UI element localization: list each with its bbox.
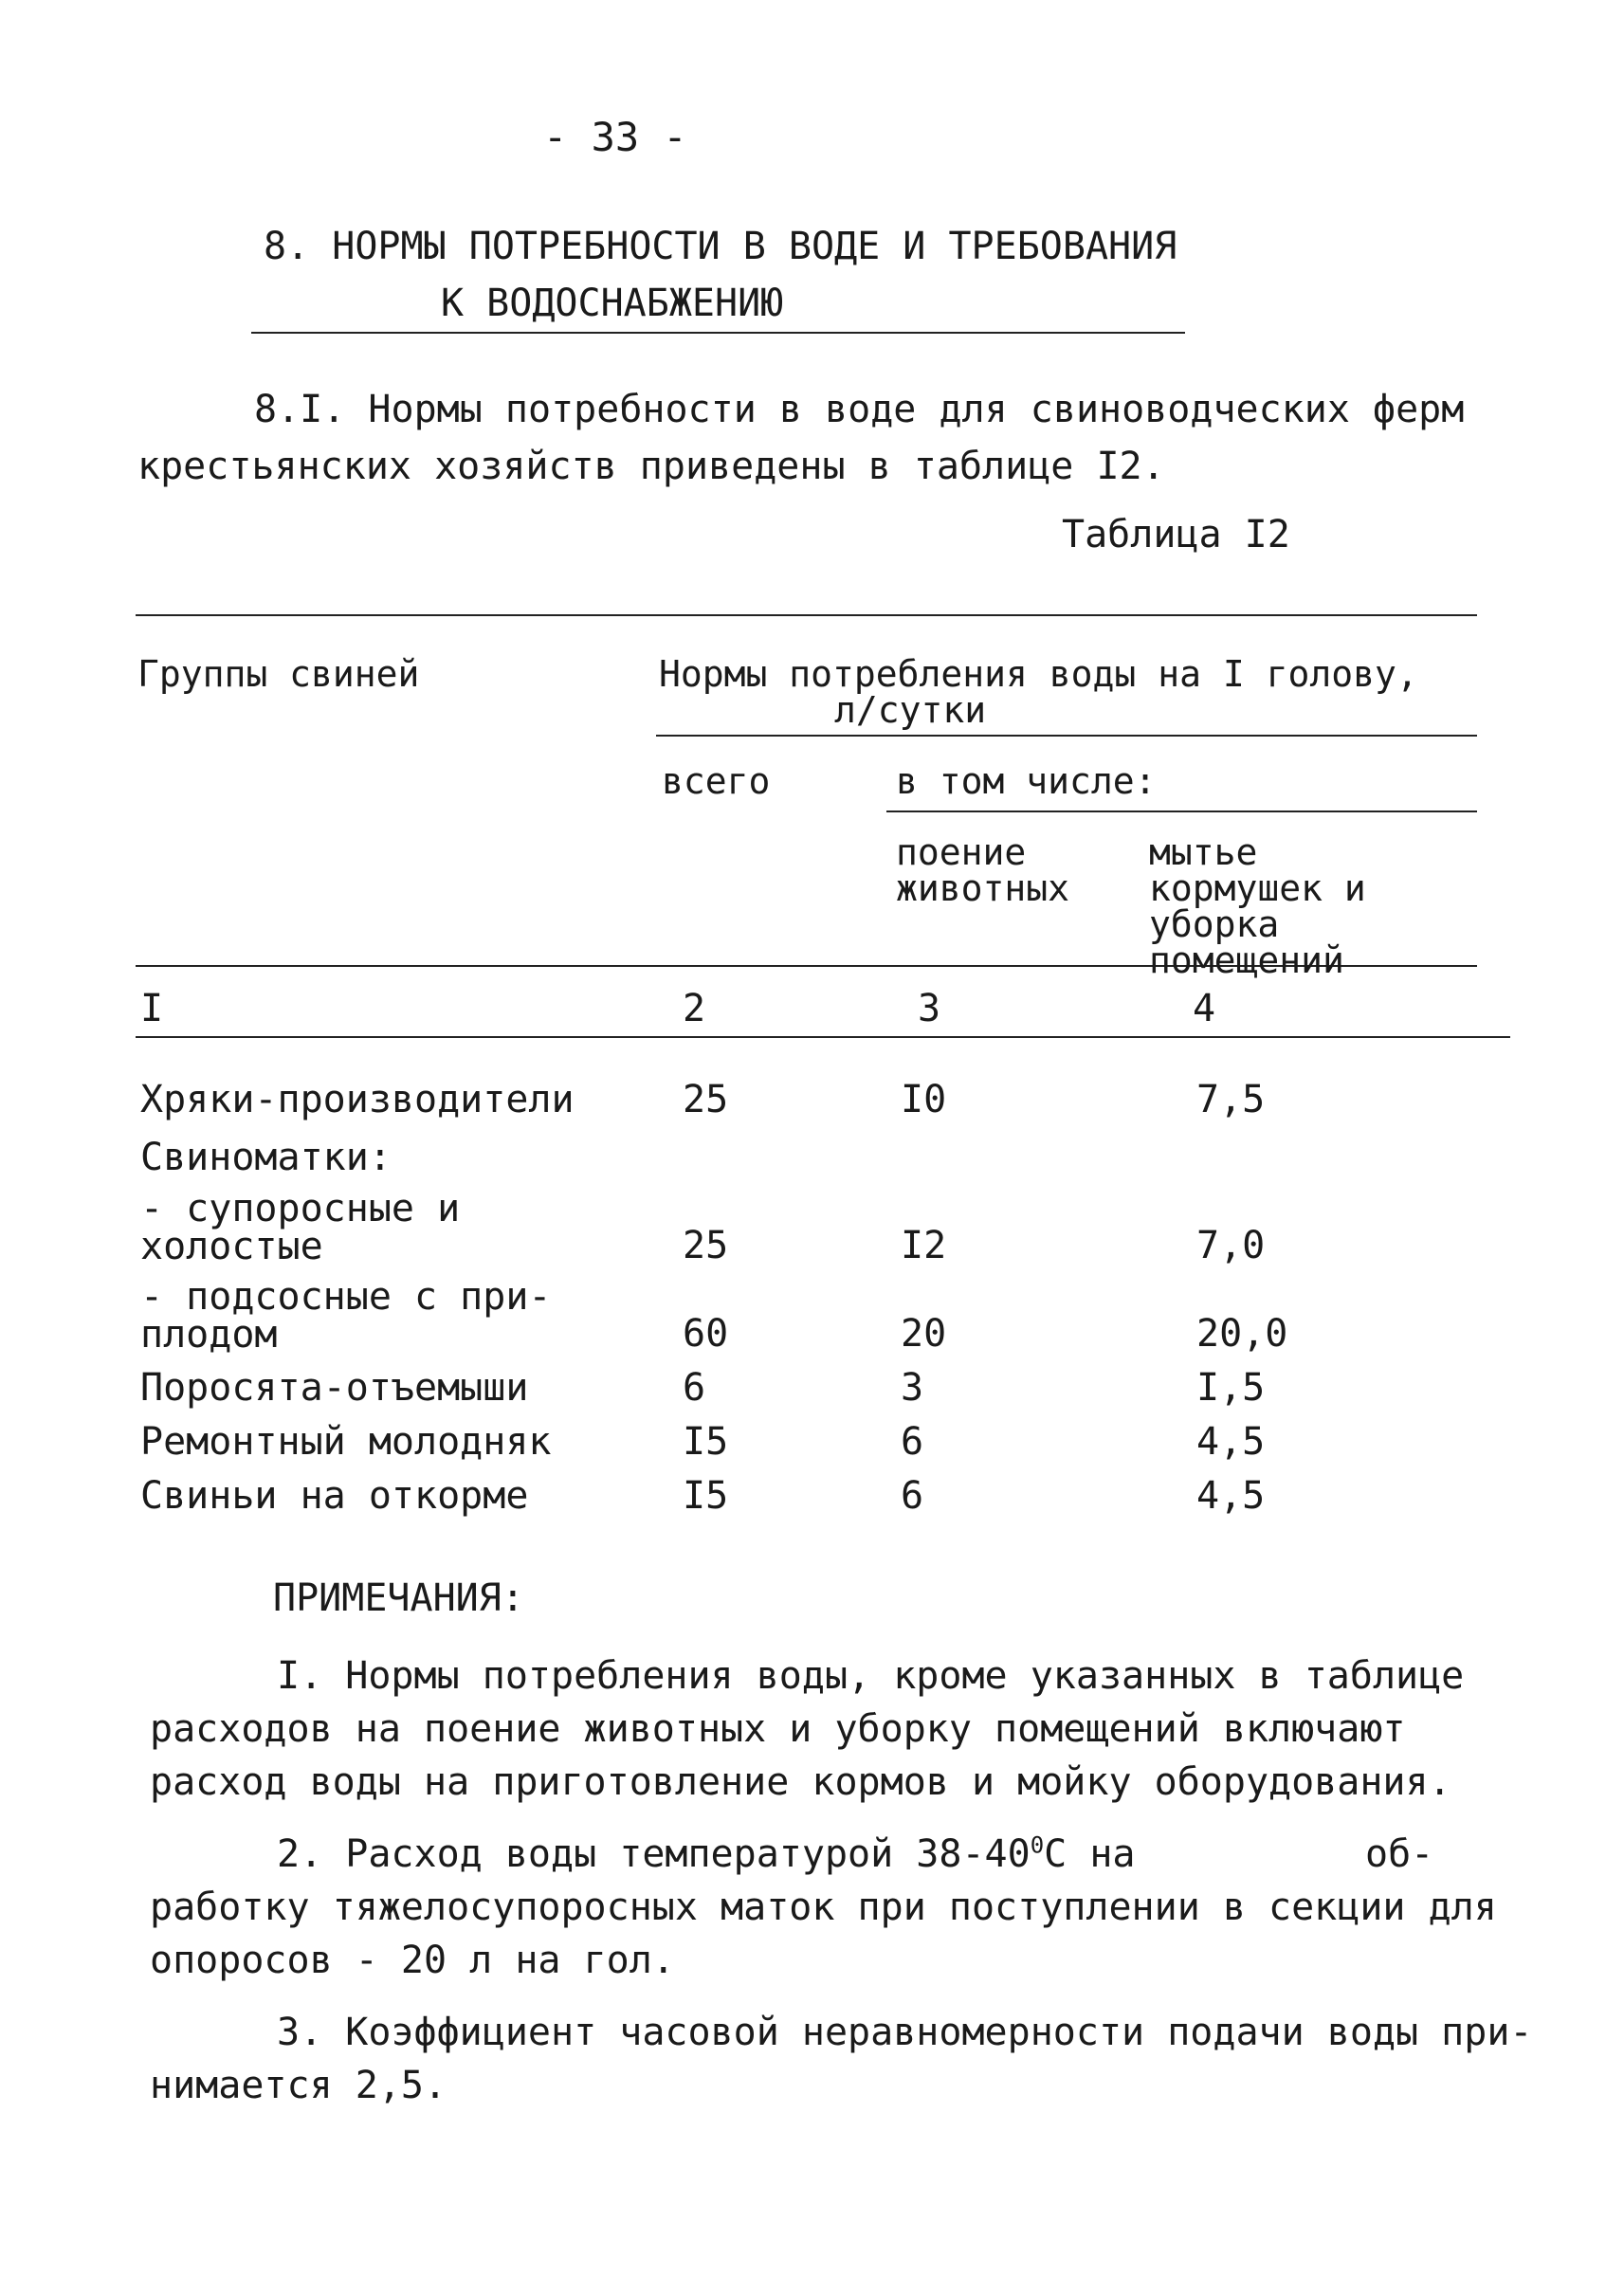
note2-line1-end: об- [1365, 1832, 1434, 1876]
note2-text: 2. Расход воды температурой 38-40 [277, 1832, 1031, 1876]
notes-heading: ПРИМЕЧАНИЯ: [273, 1576, 524, 1620]
note1-line1: I. Нормы потребления воды, кроме указанных в таблице [277, 1654, 1465, 1698]
page-number: - 33 - [543, 114, 687, 160]
row-washing: 4,5 [1196, 1474, 1266, 1518]
note2-text-cont: С на [1044, 1832, 1136, 1876]
row-group: Ремонтный молодняк [140, 1420, 552, 1464]
note1-line3: расход воды на приготовление кормов и мойку оборудования. [150, 1760, 1451, 1804]
row-watering: 6 [901, 1420, 924, 1464]
norms-underline [656, 735, 1477, 737]
row-total: 25 [683, 1224, 729, 1267]
column-numbers-rule [136, 1036, 1510, 1038]
row-watering: I2 [901, 1224, 947, 1267]
row-watering: I0 [901, 1078, 947, 1121]
header-total: всего [662, 760, 771, 802]
row-washing: 20,0 [1196, 1312, 1288, 1356]
header-groups: Группы свиней [137, 653, 420, 695]
header-watering: поение животных [896, 831, 1070, 909]
header-washing: мытье кормушек и уборка помещений [1149, 831, 1366, 981]
row-group: Поросята-отъемыши [140, 1366, 529, 1410]
note1-line2: расходов на поение животных и уборку помещений включают [150, 1707, 1406, 1751]
row-total: 25 [683, 1078, 729, 1121]
row-watering: 3 [901, 1366, 924, 1410]
note2-line2: работку тяжелосупоросных маток при поступлении в секции для [150, 1885, 1497, 1929]
note2-line1 [277, 1831, 1136, 1877]
degree-superscript: 0 [1030, 1831, 1045, 1859]
note3-line2: нимается 2,5. [150, 2064, 447, 2107]
including-underline [886, 811, 1477, 812]
column-number: 3 [918, 987, 941, 1030]
note2-line3: опоросов - 20 л на гол. [150, 1939, 675, 1982]
row-total: 6 [683, 1366, 706, 1410]
row-total: 60 [683, 1312, 729, 1356]
header-norms-line1: Нормы потребления воды на I голову, [659, 653, 1418, 695]
section-title-line1: 8. НОРМЫ ПОТРЕБНОСТИ В ВОДЕ И ТРЕБОВАНИЯ [264, 225, 1177, 268]
header-including: в том числе: [896, 760, 1157, 802]
row-group: Свиноматки: [140, 1136, 392, 1179]
row-watering: 6 [901, 1474, 924, 1518]
row-group: Хряки-производители [140, 1078, 575, 1121]
row-group: Свиньи на откорме [140, 1474, 529, 1518]
row-total: I5 [683, 1474, 729, 1518]
table-top-rule [136, 614, 1477, 616]
row-total: I5 [683, 1420, 729, 1464]
header-norms-line2: л/сутки [834, 689, 987, 731]
column-number: 2 [683, 987, 706, 1030]
column-number: I [140, 987, 164, 1030]
row-washing: 7,0 [1196, 1224, 1266, 1267]
row-washing: 4,5 [1196, 1420, 1266, 1464]
row-washing: I,5 [1196, 1366, 1266, 1410]
row-washing: 7,5 [1196, 1078, 1266, 1121]
title-underline [251, 332, 1185, 334]
row-group: - подсосные с при- плодом [140, 1275, 552, 1357]
row-watering: 20 [901, 1312, 947, 1356]
intro-line2: крестьянских хозяйств приведены в таблице I2. [137, 445, 1165, 488]
section-title-line2: К ВОДОСНАБЖЕНИЮ [441, 282, 784, 325]
intro-line1: 8.I. Нормы потребности в воде для свиноводческих ферм [254, 388, 1465, 431]
row-group: - супоросные и холостые [140, 1187, 461, 1268]
table-label: Таблица I2 [1062, 513, 1290, 556]
note3-line1: 3. Коэффициент часовой неравномерности подачи воды при- [277, 2011, 1533, 2054]
column-number: 4 [1193, 987, 1216, 1030]
